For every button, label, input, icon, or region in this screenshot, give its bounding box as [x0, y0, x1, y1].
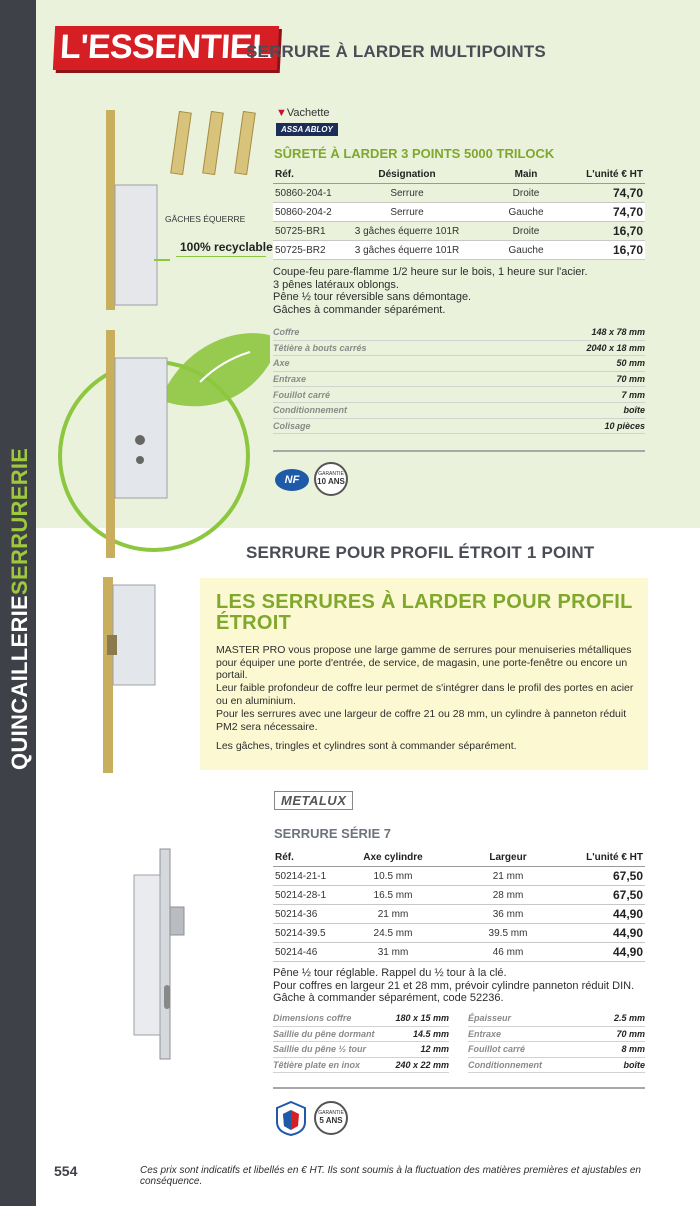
recyclable-label: 100% recyclable — [180, 240, 273, 254]
product2-specs-right — [468, 1011, 645, 1073]
vachette-logo: ▼Vachette — [276, 107, 330, 119]
cell-price: 16,70 — [581, 222, 645, 241]
garantie-5-ans-badge — [314, 1101, 348, 1135]
footer-disclaimer: Ces prix sont indicatifs et libellés en € HT. Ils sont soumis à la fluctuation des matières premières et ajustables en conséquence. — [140, 1165, 641, 1187]
cell-ref: 50214-46 — [273, 943, 353, 962]
desc-line: Gâches à commander séparément. — [273, 303, 446, 316]
col-ref: Réf. — [273, 849, 353, 867]
table-header-row — [273, 166, 645, 184]
table-row — [273, 867, 645, 886]
spec-key: Saillie du pêne ½ tour — [273, 1044, 367, 1055]
cell-largeur: 36 mm — [433, 905, 583, 924]
cell-ref: 50214-21-1 — [273, 867, 353, 886]
table-row — [273, 924, 645, 943]
spec-key: Conditionnement — [273, 405, 347, 416]
spec-row — [273, 1042, 449, 1058]
side-category-band — [0, 0, 36, 1206]
cell-ref: 50214-39.5 — [273, 924, 353, 943]
cell-main: Droite — [471, 184, 581, 203]
spec-row — [273, 341, 645, 357]
spec-key: Têtière plate en inox — [273, 1060, 361, 1071]
spec-key: Coffre — [273, 327, 300, 338]
spec-value: boîte — [623, 1060, 645, 1071]
table-row — [273, 184, 645, 203]
spec-value: 2.5 mm — [613, 1013, 645, 1024]
table-row — [273, 241, 645, 260]
col-largeur: Largeur — [433, 849, 583, 867]
spec-row — [468, 1027, 645, 1043]
cell-ref: 50860-204-2 — [273, 203, 343, 222]
spec-value: 180 x 15 mm — [395, 1013, 449, 1024]
spec-key: Entraxe — [273, 374, 307, 385]
promo-paragraph-2: Leur faible profondeur de coffre leur permet de s'intégrer dans le profil des portes en acier ou en aluminium. — [216, 682, 634, 707]
spec-row — [273, 403, 645, 419]
section1-title: SERRURE À LARDER MULTIPOINTS — [246, 42, 546, 61]
gaches-equerre-label: GÂCHES ÉQUERRE — [165, 214, 246, 224]
col-designation: Désignation — [343, 166, 471, 184]
cell-axe: 31 mm — [353, 943, 433, 962]
cell-designation: 3 gâches équerre 101R — [343, 241, 471, 260]
cell-axe: 21 mm — [353, 905, 433, 924]
page-number: 554 — [54, 1163, 78, 1179]
col-price: L'unité € HT — [583, 849, 645, 867]
cell-ref: 50725-BR1 — [273, 222, 343, 241]
cell-main: Gauche — [471, 203, 581, 222]
spec-key: Dimensions coffre — [273, 1013, 352, 1024]
spec-value: 50 mm — [616, 358, 645, 369]
desc-line: Coupe-feu pare-flamme 1/2 heure sur le bois, 1 heure sur l'acier. — [273, 266, 588, 278]
spec-key: Conditionnement — [468, 1060, 542, 1071]
spec-key: Épaisseur — [468, 1013, 512, 1024]
spec-key: Colisage — [273, 420, 311, 431]
promo-box — [200, 578, 648, 770]
promo-title: LES SERRURES À LARDER POUR PROFIL ÉTROIT — [216, 591, 633, 634]
promo-paragraph-4: Les gâches, tringles et cylindres sont à commander séparément. — [216, 740, 517, 752]
table-row — [273, 943, 645, 962]
side-label-quincaillerie: QUINCAILLERIE — [7, 594, 32, 770]
cell-ref: 50725-BR2 — [273, 241, 343, 260]
product1-table — [273, 166, 645, 260]
spec-value: 12 mm — [420, 1044, 449, 1055]
spec-value: 10 pièces — [604, 420, 645, 431]
spec-row — [468, 1058, 645, 1074]
spec-row — [468, 1011, 645, 1027]
table-row — [273, 203, 645, 222]
cell-price: 74,70 — [581, 203, 645, 222]
serrure-serie7-image — [120, 845, 200, 1065]
cell-main: Gauche — [471, 241, 581, 260]
product2-description — [273, 967, 645, 1005]
section2-separator — [273, 1087, 645, 1089]
garantie-top-text: GARANTIE — [318, 1110, 344, 1116]
spec-row — [273, 1027, 449, 1043]
cell-designation: 3 gâches équerre 101R — [343, 222, 471, 241]
spec-value: 14.5 mm — [412, 1028, 449, 1039]
spec-row — [273, 387, 645, 403]
spec-value: 7 mm — [621, 389, 645, 400]
cell-price: 16,70 — [581, 241, 645, 260]
cell-largeur: 46 mm — [433, 943, 583, 962]
spec-row — [273, 1011, 449, 1027]
assa-abloy-logo: ASSA ABLOY — [276, 123, 338, 136]
spec-key: Entraxe — [468, 1028, 502, 1039]
cell-largeur: 28 mm — [433, 886, 583, 905]
cell-largeur: 21 mm — [433, 867, 583, 886]
recyclable-underline — [176, 256, 266, 257]
col-main: Main — [471, 166, 581, 184]
product2-table — [273, 849, 645, 962]
cell-ref: 50214-28-1 — [273, 886, 353, 905]
desc-line: Pêne ½ tour réglable. Rappel du ½ tour à la clé. — [273, 967, 507, 979]
col-axe-cylindre: Axe cylindre — [353, 849, 433, 867]
cell-price: 44,90 — [583, 924, 645, 943]
narrow-profile-lock-image — [95, 575, 165, 775]
product1-description — [273, 266, 645, 316]
table-row — [273, 886, 645, 905]
spec-key: Axe — [273, 358, 290, 369]
cell-designation: Serrure — [343, 203, 471, 222]
cell-price: 44,90 — [583, 905, 645, 924]
spec-row — [273, 372, 645, 388]
desc-line: Pour coffres en largeur 21 et 28 mm, prévoir cylindre panneton réduit DIN. — [273, 979, 635, 992]
spec-row — [273, 1058, 449, 1074]
spec-row — [273, 419, 645, 435]
promo-paragraph-3: Pour les serrures avec une largeur de coffre 21 ou 28 mm, un cylindre à panneton réduit PM2 sera nécessaire. — [216, 708, 627, 733]
origine-france-icon — [274, 1100, 308, 1136]
product2-title: SERRURE SÉRIE 7 — [274, 826, 392, 841]
cell-price: 44,90 — [583, 943, 645, 962]
table-header-row — [273, 849, 645, 867]
garantie-value: 5 ANS — [319, 1116, 343, 1125]
col-ref: Réf. — [273, 166, 343, 184]
brand-badge: L'ESSENTIEL — [53, 26, 280, 70]
spec-key: Fouillot carré — [273, 389, 331, 400]
spec-row — [273, 325, 645, 341]
table-row — [273, 222, 645, 241]
promo-paragraph-1: MASTER PRO vous propose une large gamme de serrures pour menuiseries métalliques pour équiper une porte d'entrée, de service, de magasin, une porte-fenêtre ou encore un portail. — [216, 644, 632, 681]
garantie-10-ans-badge — [314, 462, 348, 496]
product2-specs-left — [273, 1011, 449, 1073]
section1-separator — [273, 450, 645, 452]
spec-value: 148 x 78 mm — [591, 327, 645, 338]
spec-row — [273, 356, 645, 372]
cell-price: 67,50 — [583, 867, 645, 886]
metalux-logo: METALUX — [274, 791, 353, 810]
table-row — [273, 905, 645, 924]
cell-price: 67,50 — [583, 886, 645, 905]
cell-price: 74,70 — [581, 184, 645, 203]
cell-axe: 10.5 mm — [353, 867, 433, 886]
spec-row — [468, 1042, 645, 1058]
spec-value: 240 x 22 mm — [395, 1060, 449, 1071]
section2-title: SERRURE POUR PROFIL ÉTROIT 1 POINT — [246, 543, 595, 562]
spec-value: 8 mm — [621, 1044, 645, 1055]
cell-main: Droite — [471, 222, 581, 241]
spec-value: 70 mm — [616, 1028, 645, 1039]
col-price: L'unité € HT — [581, 166, 645, 184]
product1-lock-illustration — [40, 100, 270, 560]
cell-ref: 50214-36 — [273, 905, 353, 924]
gache-plates-image — [171, 111, 256, 174]
cell-axe: 16.5 mm — [353, 886, 433, 905]
spec-value: boîte — [623, 405, 645, 416]
spec-key: Saillie du pêne dormant — [273, 1028, 375, 1039]
side-label-serrurerie: SERRURERIE — [7, 447, 32, 595]
garantie-value: 10 ANS — [317, 477, 345, 486]
cell-axe: 24.5 mm — [353, 924, 433, 943]
product1-specs — [273, 325, 645, 434]
spec-value: 2040 x 18 mm — [586, 342, 645, 353]
cell-designation: Serrure — [343, 184, 471, 203]
spec-value: 70 mm — [616, 374, 645, 385]
cell-largeur: 39.5 mm — [433, 924, 583, 943]
side-category-label — [7, 448, 33, 770]
spec-key: Têtière à bouts carrés — [273, 342, 367, 353]
product1-title: SÛRETÉ À LARDER 3 POINTS 5000 TRILOCK — [274, 146, 555, 161]
cell-ref: 50860-204-1 — [273, 184, 343, 203]
spec-key: Fouillot carré — [468, 1044, 526, 1055]
nf-certification-logo: NF — [275, 469, 309, 491]
desc-line: 3 pênes latéraux oblongs. — [273, 278, 399, 291]
desc-line: Gâche à commander séparément, code 52236. — [273, 992, 504, 1004]
garantie-top-text: GARANTIE — [318, 471, 344, 477]
desc-line: Pêne ½ tour réversible sans démontage. — [273, 291, 472, 303]
